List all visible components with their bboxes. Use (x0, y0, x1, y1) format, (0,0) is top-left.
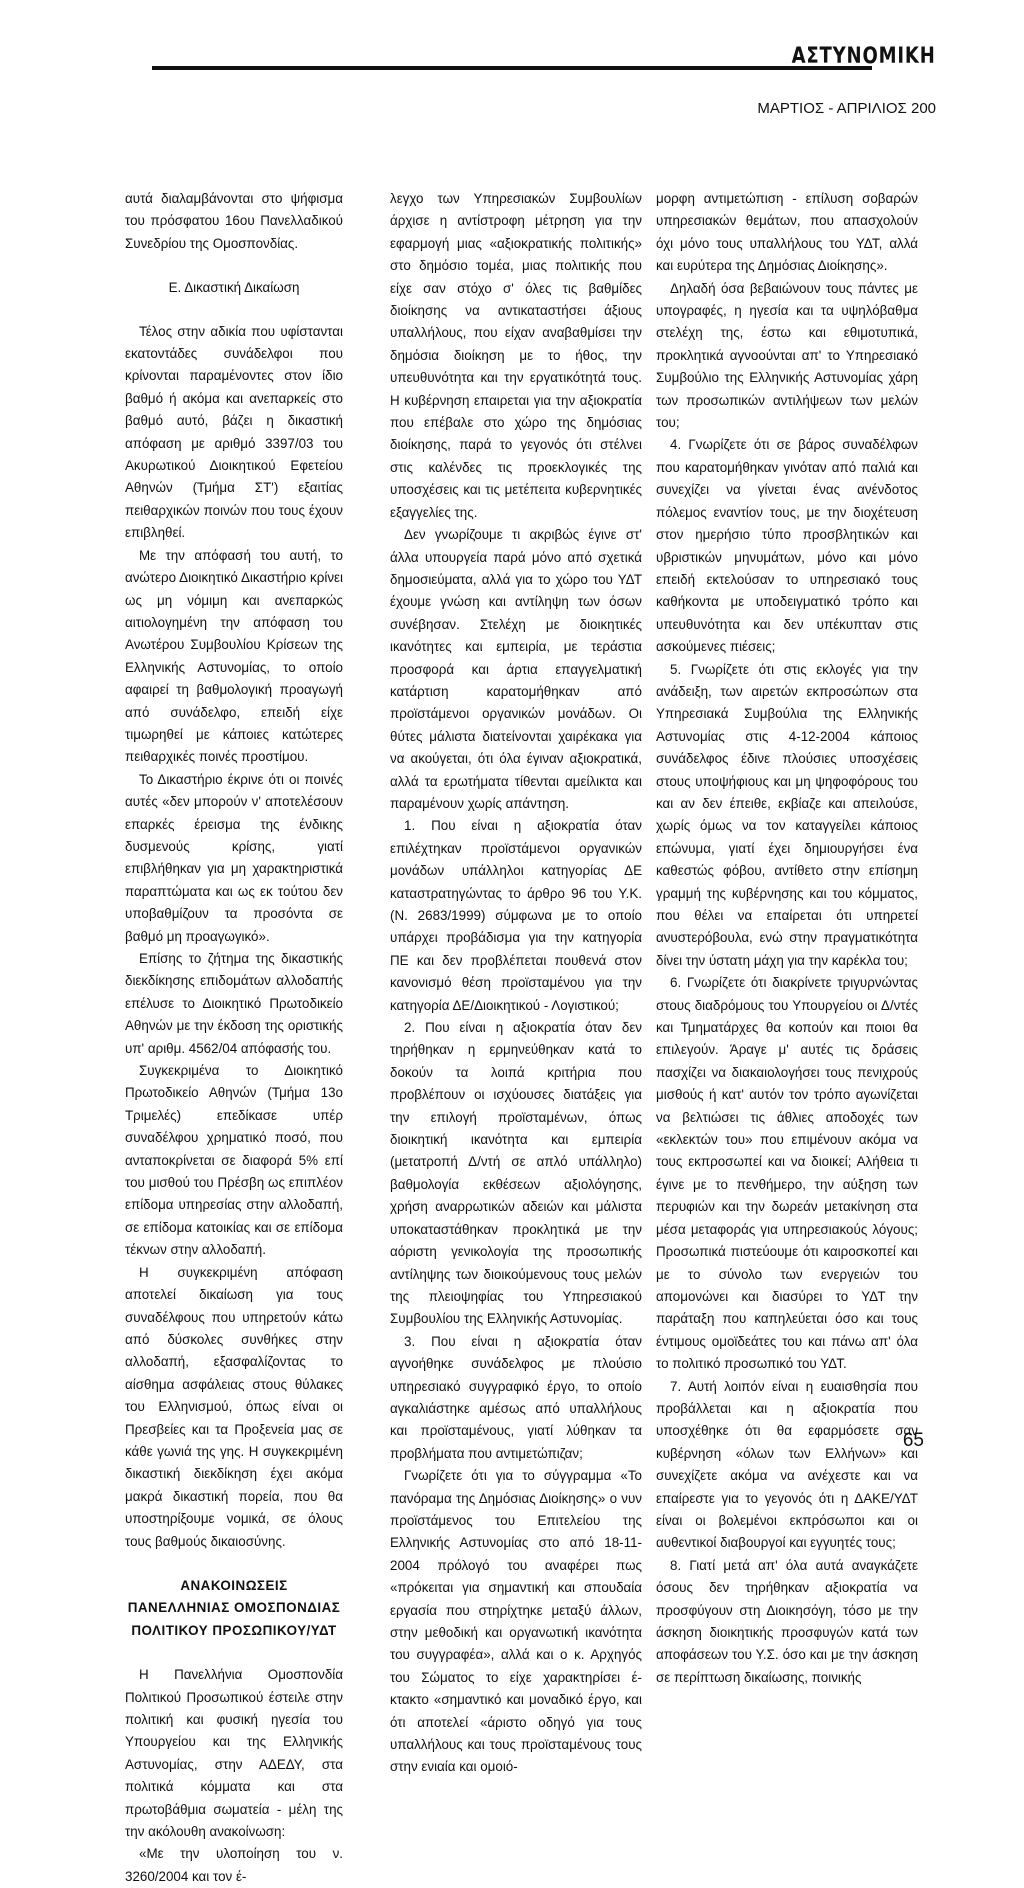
issue-date: ΜΑΡΤΙΟΣ - ΑΠΡΙΛΙΟΣ 200 (757, 100, 936, 117)
paragraph: Η Πανελλήνια Ομοσπονδία Πολιτικού Προσωπικού έστειλε στην πολιτική και φυσική ηγεσία του Υπουργείου και της Ελληνικής Αστυνομίας, στην ΑΔΕΔΥ, στα πολιτικά κόμματα και στα πρωτοβάθμια σωματεία - μέλη της την ακόλουθη ανακοίνωση: (125, 1667, 343, 1840)
header-rule (152, 66, 872, 70)
paragraph: αυτά διαλαμβάνονται στο ψήφισμα του πρόσφατου 16ου Πανελλαδικού Συνεδρίου της Ομοσπονδίας. (125, 191, 343, 251)
paragraph: 1. Που είναι η αξιοκρατία όταν επιλέχτηκαν προϊστάμενοι οργανικών μονάδων υπάλληλοι κατηγορίας ΔΕ καταστρατηγώντας το άρθρο 96 του Υ.Κ. (Ν. 2683/1999) σύμφωνα με το οποίο υπάρχει προβάδισμα για την κατηγορία ΠΕ και δεν προβλέπεται πουθενά στον κανονισμό θέση προϊσταμένου για την κατηγορία ΔΕ/Διοικητικού - Λογιστικού; (390, 818, 642, 1013)
paragraph: 6. Γνωρίζετε ότι διακρίνετε τριγυρνώντας στους διαδρόμους του Υπουργείου οι Δ/ντές και Τμηματάρχες θα κοπούν και ποιοι θα επιλεγούν. Άραγε μ' αυτές τις δράσεις πασχίζει να διακαιολογήσει τους πενιχρούς μισθούς ή κατ' αυτόν τον τρόπο αγωνίζεται να βελτιώσει τις άθλιες αποδοχές των «εκλεκτών του» που επιμένουν ακόμα να τους εκπροσωπεί και να διοικεί; Αλήθεια τι έγινε με το πενθήμερο, την αύξηση των περυφιών και την δωρεάν μετακίνηση στα μέσα μεταφοράς για υπηρεσιακούς λόγους; Προσωπικά πιστεύουμε ότι καιροσκοπεί και με το σύνολο των ενεργειών του απομονώνει και διασύρει το ΥΔΤ την παράταξη που καπηλεύεται όσο και τους έντιμους ομοϊδεάτες του και πάνω απ' όλα το πολιτικό προσωπικό του ΥΔΤ. (656, 975, 918, 1372)
paragraph: Επίσης το ζήτημα της δικαστικής διεκδίκησης επιδομάτων αλλοδαπής επέλυσε το Διοικητικό Πρωτοδικείο Αθηνών με την έκδοση της οριστικής υπ' αριθμ. 4562/04 απόφασής του. (125, 951, 343, 1056)
paragraph: Τέλος στην αδικία που υφίστανται εκατοντάδες συνάδελφοι που κρίνονται παραμένοντες στον ίδιο βαθμό ή ακόμα και ανεπαρκείς στο βαθμό αυτό, βάζει η δικαστική απόφαση με αριθμό 3397/03 του Ακυρωτικού Διοικητικού Εφετείου Αθηνών (Τμήμα ΣΤ') εξαιτίας πειθαρχικών ποινών που τους έχουν επιβληθεί. (125, 323, 343, 541)
announcement-heading: ΠΑΝΕΛΛΗΝΙΑΣ ΟΜΟΣΠΟΝΔΙΑΣ (127, 1600, 341, 1616)
paragraph: Δεν γνωρίζουμε τι ακριβώς έγινε στ' άλλα υπουργεία παρά μόνο από σχετικά δημοσιεύματα, αλλά για το χώρο του ΥΔΤ έχουμε γνώση και αντίληψη των όσων συνέβησαν. Στελέχη με διοικητικές ικανότητες και εμπειρία, με τεράστια προσφορά και άρτια επαγγελματική κατάρτιση καρατομήθηκαν από προϊστάμενοι οργανικών μονάδων. Οι θύτες μάλιστα διατείνονται χαιρέκακα για να ακούγεται, ότι όλα έγιναν αξιοκρατικά, αλλά τα ερωτήματα τίθενται αμείλικτα και παραμένουν χωρίς απάντηση. (390, 527, 642, 811)
paragraph: λεγχο των Υπηρεσιακών Συμβουλίων άρχισε η αντίστροφη μέτρηση για την εφαρμογή μιας «αξιοκρατικής πολιτικής» στο δημόσιο τομέα, μιας πολιτικής που είχε σαν στόχο σ' όλες τις βαθμίδες διοίκησης να αντικαταστήσει άξιους υπαλλήλους, που είχαν αναβαθμίσει την δημόσια διοίκηση με το ήθος, την υπευθυνότητα και την εργατικότητά τους. Η κυβέρνηση επαιρεται για την αξιοκρατία που επέβαλε στο χώρο της δημόσιας διοίκησης, παρά το γεγονός ότι στέλνει στις καλένδες τις προεκλογικές της υποσχέσεις και τις μετέπειτα κυβερνητικές εξαγγελίες της. (390, 191, 642, 520)
column-1 (125, 188, 343, 1888)
paragraph: μορφη αντιμετώπιση - επίλυση σοβαρών υπηρεσιακών θεμάτων, που απασχολούν όχι μόνο τους υπαλλήλους του ΥΔΤ, αλλά και ευρύτερα της Δημόσιας Διοίκησης». (656, 191, 918, 274)
page-header (0, 0, 1024, 130)
paragraph: 8. Γιατί μετά απ' όλα αυτά αναγκάζετε όσους δεν τηρήθηκαν αξιοκρατία να προσφύγουν στη Διοικησόγη, τόσο με την άσκηση διοικητικής προσφυγών κατά των αποφάσεων του Υ.Σ. όσο και με την άσκηση σε περίπτωση δικαίωσης, ποινικής (656, 1557, 918, 1685)
column-3 (656, 188, 918, 1689)
paragraph: 7. Αυτή λοιπόν είναι η ευαισθησία που προβάλλεται και η αξιοκρατία που υποσχέθηκε ότι θα εφαρμόσετε σαν κυβέρνηση «όλων των Ελλήνων» και συνεχίζετε ακόμα να ανέχεστε και να επαίρεστε για το γεγονός ότι η ΔΑΚΕ/ΥΔΤ είναι οι βολεμένοι εκπρόσωποι και οι αυθεντικοί διαβουργοί και εγγυητές τους; (656, 1378, 918, 1551)
announcement-heading: ΑΝΑΚΟΙΝΩΣΕΙΣ (180, 1577, 288, 1593)
column-2 (390, 188, 642, 1779)
paragraph: 3. Που είναι η αξιοκρατία όταν αγνοήθηκε συνάδελφος με πλούσιο υπηρεσιακό συγγραφικό έργο, το οποίο αγκαλιάστηκε αμέσως από υπαλλήλους και προϊσταμένους, γιατί λύθηκαν τα προβλήματα που αντιμετώπιζαν; (390, 1333, 642, 1461)
paragraph: Η συγκεκριμένη απόφαση αποτελεί δικαίωση για τους συναδέλφους που υπηρετούν κάτω από δύσκολες συνθήκες στην αλλοδαπή, εξασφαλίζοντας το αίσθημα ασφάλειας στους θύλακες του Ελληνισμού, όπως είναι οι Πρεσβείες και τα Προξενεία μας σε κάθε γωνιά της γης. Η συγκεκριμένη δικαστική διεκδίκηση έχει ακόμα μακρά δικαστική πορεία, που θα υποστηρίξουμε νομικά, σε όλους τους βαθμούς δικαιοσύνης. (125, 1264, 343, 1549)
paragraph: Δηλαδή όσα βεβαιώνουν τους πάντες με υπογραφές, η ηγεσία και τα υψηλόβαθμα στελέχη της, έστω και εθιμοτυπικά, προκλητικά αγνοούνται απ' το Υπηρεσιακό Συμβούλιο της Ελληνικής Αστυνομίας χάρη των προσωπικών αντιλήψεων των μελών του; (656, 280, 918, 431)
paragraph: Με την απόφασή του αυτή, το ανώτερο Διοικητικό Δικαστήριο κρίνει ως μη νόμιμη και ανεπαρκώς αιτιολογημένη την απόφαση του Ανωτέρου Συμβουλίου Κρίσεων της Ελληνικής Αστυνομίας, το οποίο αφαιρεί τη βαθμολογική προαγωγή από συνάδελφο, επειδή είχε τιμωρηθεί με κάποιες κατώτερες πειθαρχικές ποινές προστίμου. (125, 547, 343, 765)
paragraph: Γνωρίζετε ότι για το σύγγραμμα «Το πανόραμα της Δημόσιας Διοίκησης» ο νυν προϊστάμενος του Επιτελείου της Ελληνικής Αστυνομίας στο από 18-11-2004 πρόλογό του αναφέρει πως «πρόκειται για σημαντική και σπουδαία εργασία που στηρίχτηκε μεταξύ άλλων, στην μεθοδική και οργανωτική ικανότητα του συγγραφέα», αλλά και ο κ. Αρχηγός του Σώματος το είχε χαρακτηρίσει έ-κτακτο «σημαντικό και μοναδικό έργο, και ότι αποτελεί «άριστο οδηγό για τους υπαλλήλους και τους προϊσταμένους τους στην ενιαία και ομοιό- (390, 1468, 642, 1775)
paragraph: 4. Γνωρίζετε ότι σε βάρος συναδέλφων που καρατομήθηκαν γινόταν από παλιά και συνεχίζει να γίνεται ένας ανένδοτος πόλεμος εναντίον τους, με την διοχέτευση στον ημερήσιο τύπο προσβλητικών και υβριστικών μηνυμάτων, μόνο και μόνο επειδή εκτελούσαν το υπηρεσιακό τους καθήκοντα με υποδειγματικό τρόπο και υπευθυνότητα και δεν υπέκυπταν στις ασκούμενες πιέσεις; (656, 437, 918, 655)
section-heading: Ε. Δικαστική Δικαίωση (168, 280, 300, 296)
page-number: 65 (902, 1430, 924, 1451)
magazine-title: ΑΣΤΥΝΟΜΙΚΗ (791, 44, 936, 69)
paragraph: 5. Γνωρίζετε ότι στις εκλογές για την ανάδειξη, των αιρετών εκπροσώπων στα Υπηρεσιακά Συμβούλια της Ελληνικής Αστυνομίας στις 4-12-2004 κάποιος συνάδελφος έδινε πλούσιες υποσχέσεις στους υποψήφιους και μη ψηφοφόρους του και αν δεν έπειθε, εκβίαζε και απειλούσε, χωρίς όμως να τον καταγγείλει κάποιος επώνυμα, γιατί έχει δημιουργήσει ένα καθεστώς φόβου, αντίθετο στην επίσημη γραμμή της κυβέρνησης και του κόμματος, που θέλει να επαίρεται ότι υπηρετεί ανυστερόβουλα, ενώ στην πραγματικότητα δίνει την ύστατη μάχη για την καρέκλα του; (656, 661, 918, 968)
paragraph: 2. Που είναι η αξιοκρατία όταν δεν τηρήθηκαν η ερμηνεύθηκαν κατά το δοκούν τα λοιπά κριτήρια που προβλέπουν οι ισχύουσες διατάξεις για την επιλογή προϊσταμένων, όπως διοικητική ικανότητα και εμπειρία (μετατροπή Δ/ντή σε απλό υπάλληλο) βαθμολογία εκθέσεων αξιολόγησης, χρήση αναρρωτικών αδειών και μάλιστα υποκαταστάθηκαν προκλητικά με την αόριστη γενικολογία της προσωπικής αντίληψης των διοικούμενους τους μελών της πλειοψηφίας του Υπηρεσιακού Συμβουλίου της Ελληνικής Αστυνομίας. (390, 1020, 642, 1327)
announcement-heading: ΠΟΛΙΤΙΚΟΥ ΠΡΟΣΩΠΙΚΟΥ/ΥΔΤ (131, 1622, 337, 1638)
paragraph: Το Δικαστήριο έκρινε ότι οι ποινές αυτές «δεν μπορούν ν' αποτελέσουν επαρκές έρεισμα της ένδικης δυσμενούς κρίσης, γιατί επιβλήθηκαν για μη χαρακτηριστικά παραπτώματα και ως εκ τούτου δεν υποβαθμίζουν τα προσόντα σε βαθμό μη προαγωγικό». (125, 771, 343, 944)
paragraph: «Με την υλοποίηση του ν. 3260/2004 και τον έ- (125, 1846, 343, 1884)
paragraph: Συγκεκριμένα το Διοικητικό Πρωτοδικείο Αθηνών (Τμήμα 13ο Τριμελές) επεδίκασε υπέρ συναδέλφου χρηματικό ποσό, που ανταποκρίνεται σε διαφορά 5% επί του μισθού του Πρέσβη ως επιπλέον επίδομα υπηρεσίας στην αλλοδαπή, σε επίδομα κατοικίας και σε επίδομα τέκνων στην αλλοδαπή. (125, 1063, 343, 1258)
